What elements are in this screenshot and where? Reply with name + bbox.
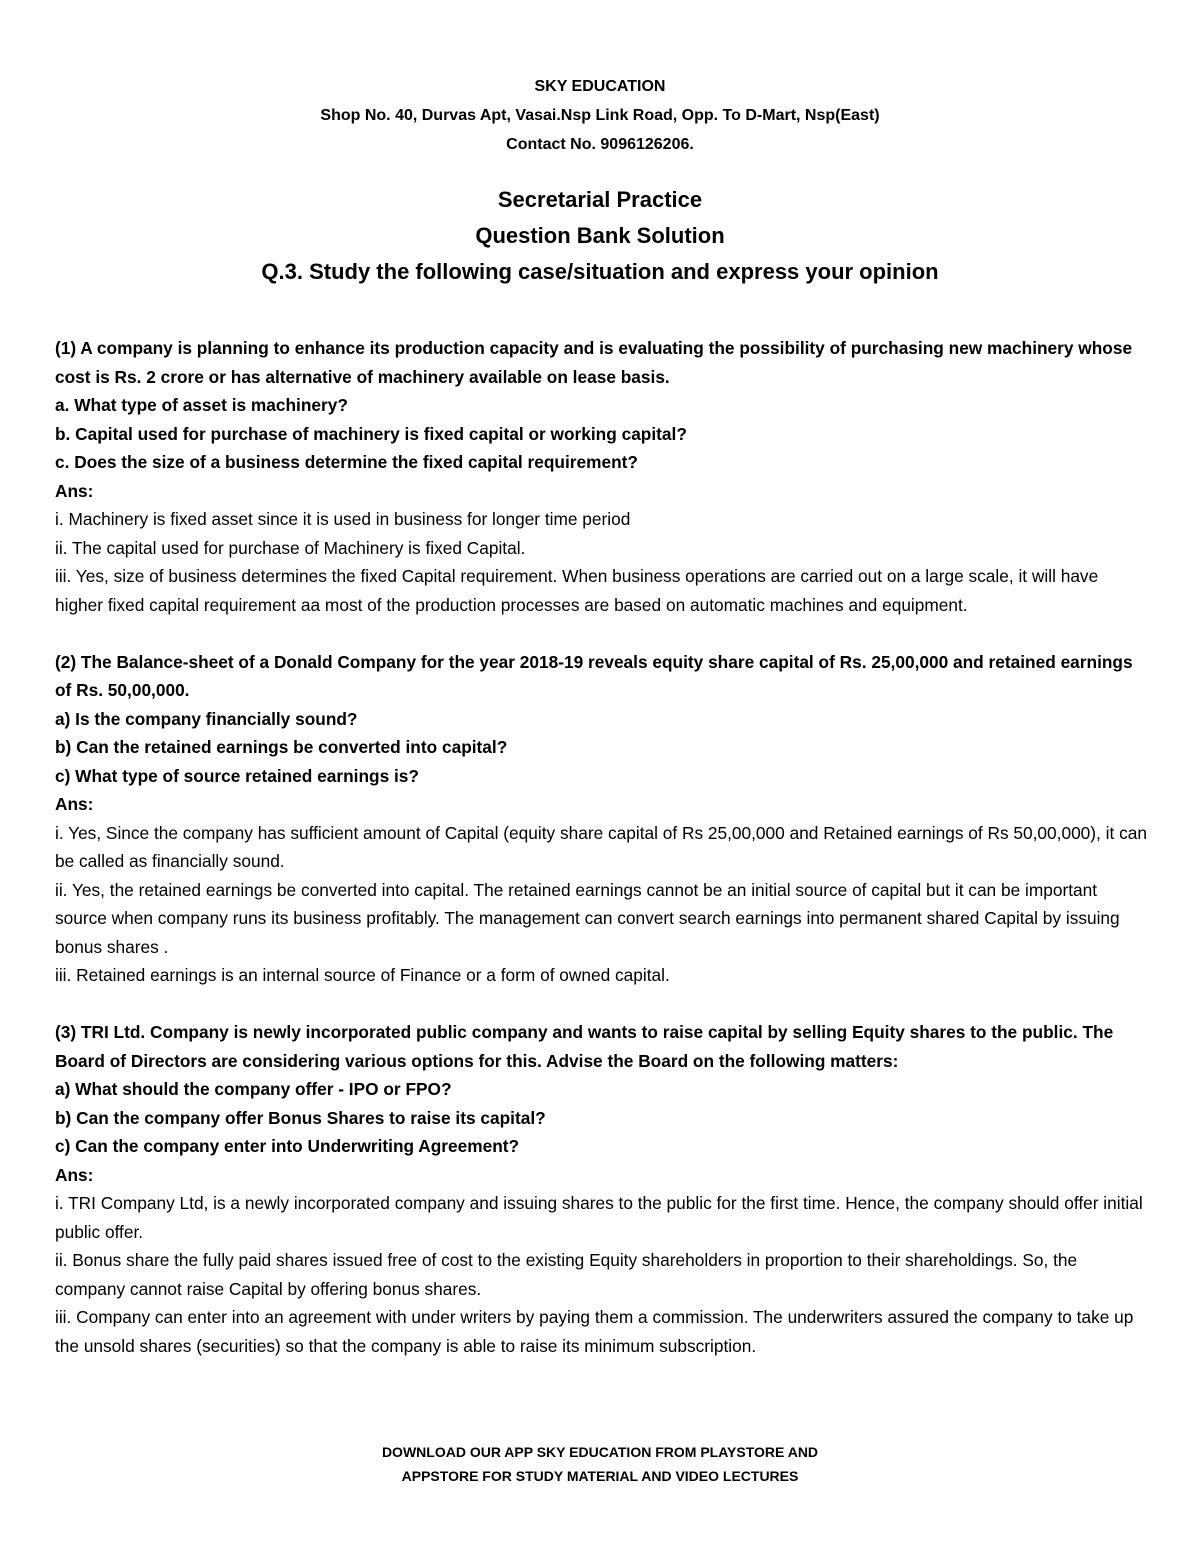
answer-label: Ans: — [55, 794, 94, 814]
org-contact: Contact No. 9096126206. — [506, 136, 694, 153]
sub-question: a) What should the company offer - IPO or FPO? — [55, 1079, 452, 1099]
answer-label: Ans: — [55, 1164, 94, 1185]
answer-item: iii. Yes, size of business determines the fixed Capital requirement. When business operations are carried out on a large scale, it will have higher fixed capital requirement aa most of the production processes are based on automatic machines and equipment. — [55, 566, 1099, 615]
answer-item: iii. Retained earnings is an internal source of Finance or a form of owned capital. — [55, 965, 670, 985]
sub-question: b) Can the retained earnings be converted into capital? — [55, 737, 508, 757]
document-title: Question Bank Solution — [475, 223, 725, 248]
sub-question: b) Can the company offer Bonus Shares to raise its capital? — [55, 1107, 546, 1128]
answer-item: i. TRI Company Ltd, is a newly incorporated company and issuing shares to the public for the first time. Hence, the company should offer initial public offer. — [55, 1193, 1143, 1242]
case-1 — [55, 334, 1150, 619]
answer-item: ii. The capital used for purchase of Machinery is fixed Capital. — [55, 537, 526, 558]
sub-question: c. Does the size of a business determine the fixed capital requirement? — [55, 452, 638, 472]
case-question: (3) TRI Ltd. Company is newly incorporated public company and wants to raise capital by selling Equity shares to the public. The Board of Directors are considering various options for this. Advise the Board on the following matters: — [55, 1022, 1114, 1071]
sub-question: a) Is the company financially sound? — [55, 708, 358, 729]
answer-item: ii. Bonus share the fully paid shares issued free of cost to the existing Equity shareholders in proportion to their shareholdings. So, the company cannot raise Capital by offering bonus shares. — [55, 1250, 1078, 1299]
sub-question: b. Capital used for purchase of machinery is fixed capital or working capital? — [55, 423, 687, 444]
answer-item: ii. Yes, the retained earnings be converted into capital. The retained earnings cannot be an initial source of capital but it can be important source when company runs its business profitably. The management can convert search earnings into permanent shared Capital by issuing bonus shares . — [55, 879, 1120, 957]
case-3 — [55, 1018, 1150, 1360]
case-question: (2) The Balance-sheet of a Donald Company for the year 2018-19 reveals equity share capital of Rs. 25,00,000 and retained earnings of Rs. 50,00,000. — [55, 651, 1133, 700]
answer-item: i. Machinery is fixed asset since it is used in business for longer time period — [55, 509, 631, 529]
question-heading: Q.3. Study the following case/situation and express your opinion — [261, 259, 939, 284]
answer-item: i. Yes, Since the company has sufficient amount of Capital (equity share capital of Rs 25,00,000 and Retained earnings of Rs 50,00,000), it can be called as financially sound. — [55, 822, 1147, 871]
footer-line-1: DOWNLOAD OUR APP SKY EDUCATION FROM PLAYSTORE AND — [381, 1444, 819, 1460]
footer-promo — [0, 1440, 1200, 1488]
case-question: (1) A company is planning to enhance its production capacity and is evaluating the possibility of purchasing new machinery whose cost is Rs. 2 crore or has alternative of machinery available on lease basis. — [55, 338, 1133, 387]
title-block — [0, 182, 1200, 290]
sub-question: c) What type of source retained earnings is? — [55, 765, 419, 786]
answer-item: iii. Company can enter into an agreement with under writers by paying them a commission. The underwriters assured the company to take up the unsold shares (securities) so that the company is able to raise its minimum subscription. — [55, 1307, 1134, 1356]
org-address: Shop No. 40, Durvas Apt, Vasai.Nsp Link Road, Opp. To D-Mart, Nsp(East) — [320, 107, 880, 124]
letterhead — [0, 72, 1200, 159]
footer-line-2: APPSTORE FOR STUDY MATERIAL AND VIDEO LECTURES — [401, 1468, 799, 1484]
case-2 — [55, 648, 1150, 990]
case-list — [55, 334, 1150, 1389]
org-name: SKY EDUCATION — [534, 78, 666, 95]
subject-title: Secretarial Practice — [497, 187, 703, 212]
sub-question: a. What type of asset is machinery? — [55, 395, 348, 415]
answer-label: Ans: — [55, 480, 94, 501]
sub-question: c) Can the company enter into Underwriting Agreement? — [55, 1136, 520, 1156]
